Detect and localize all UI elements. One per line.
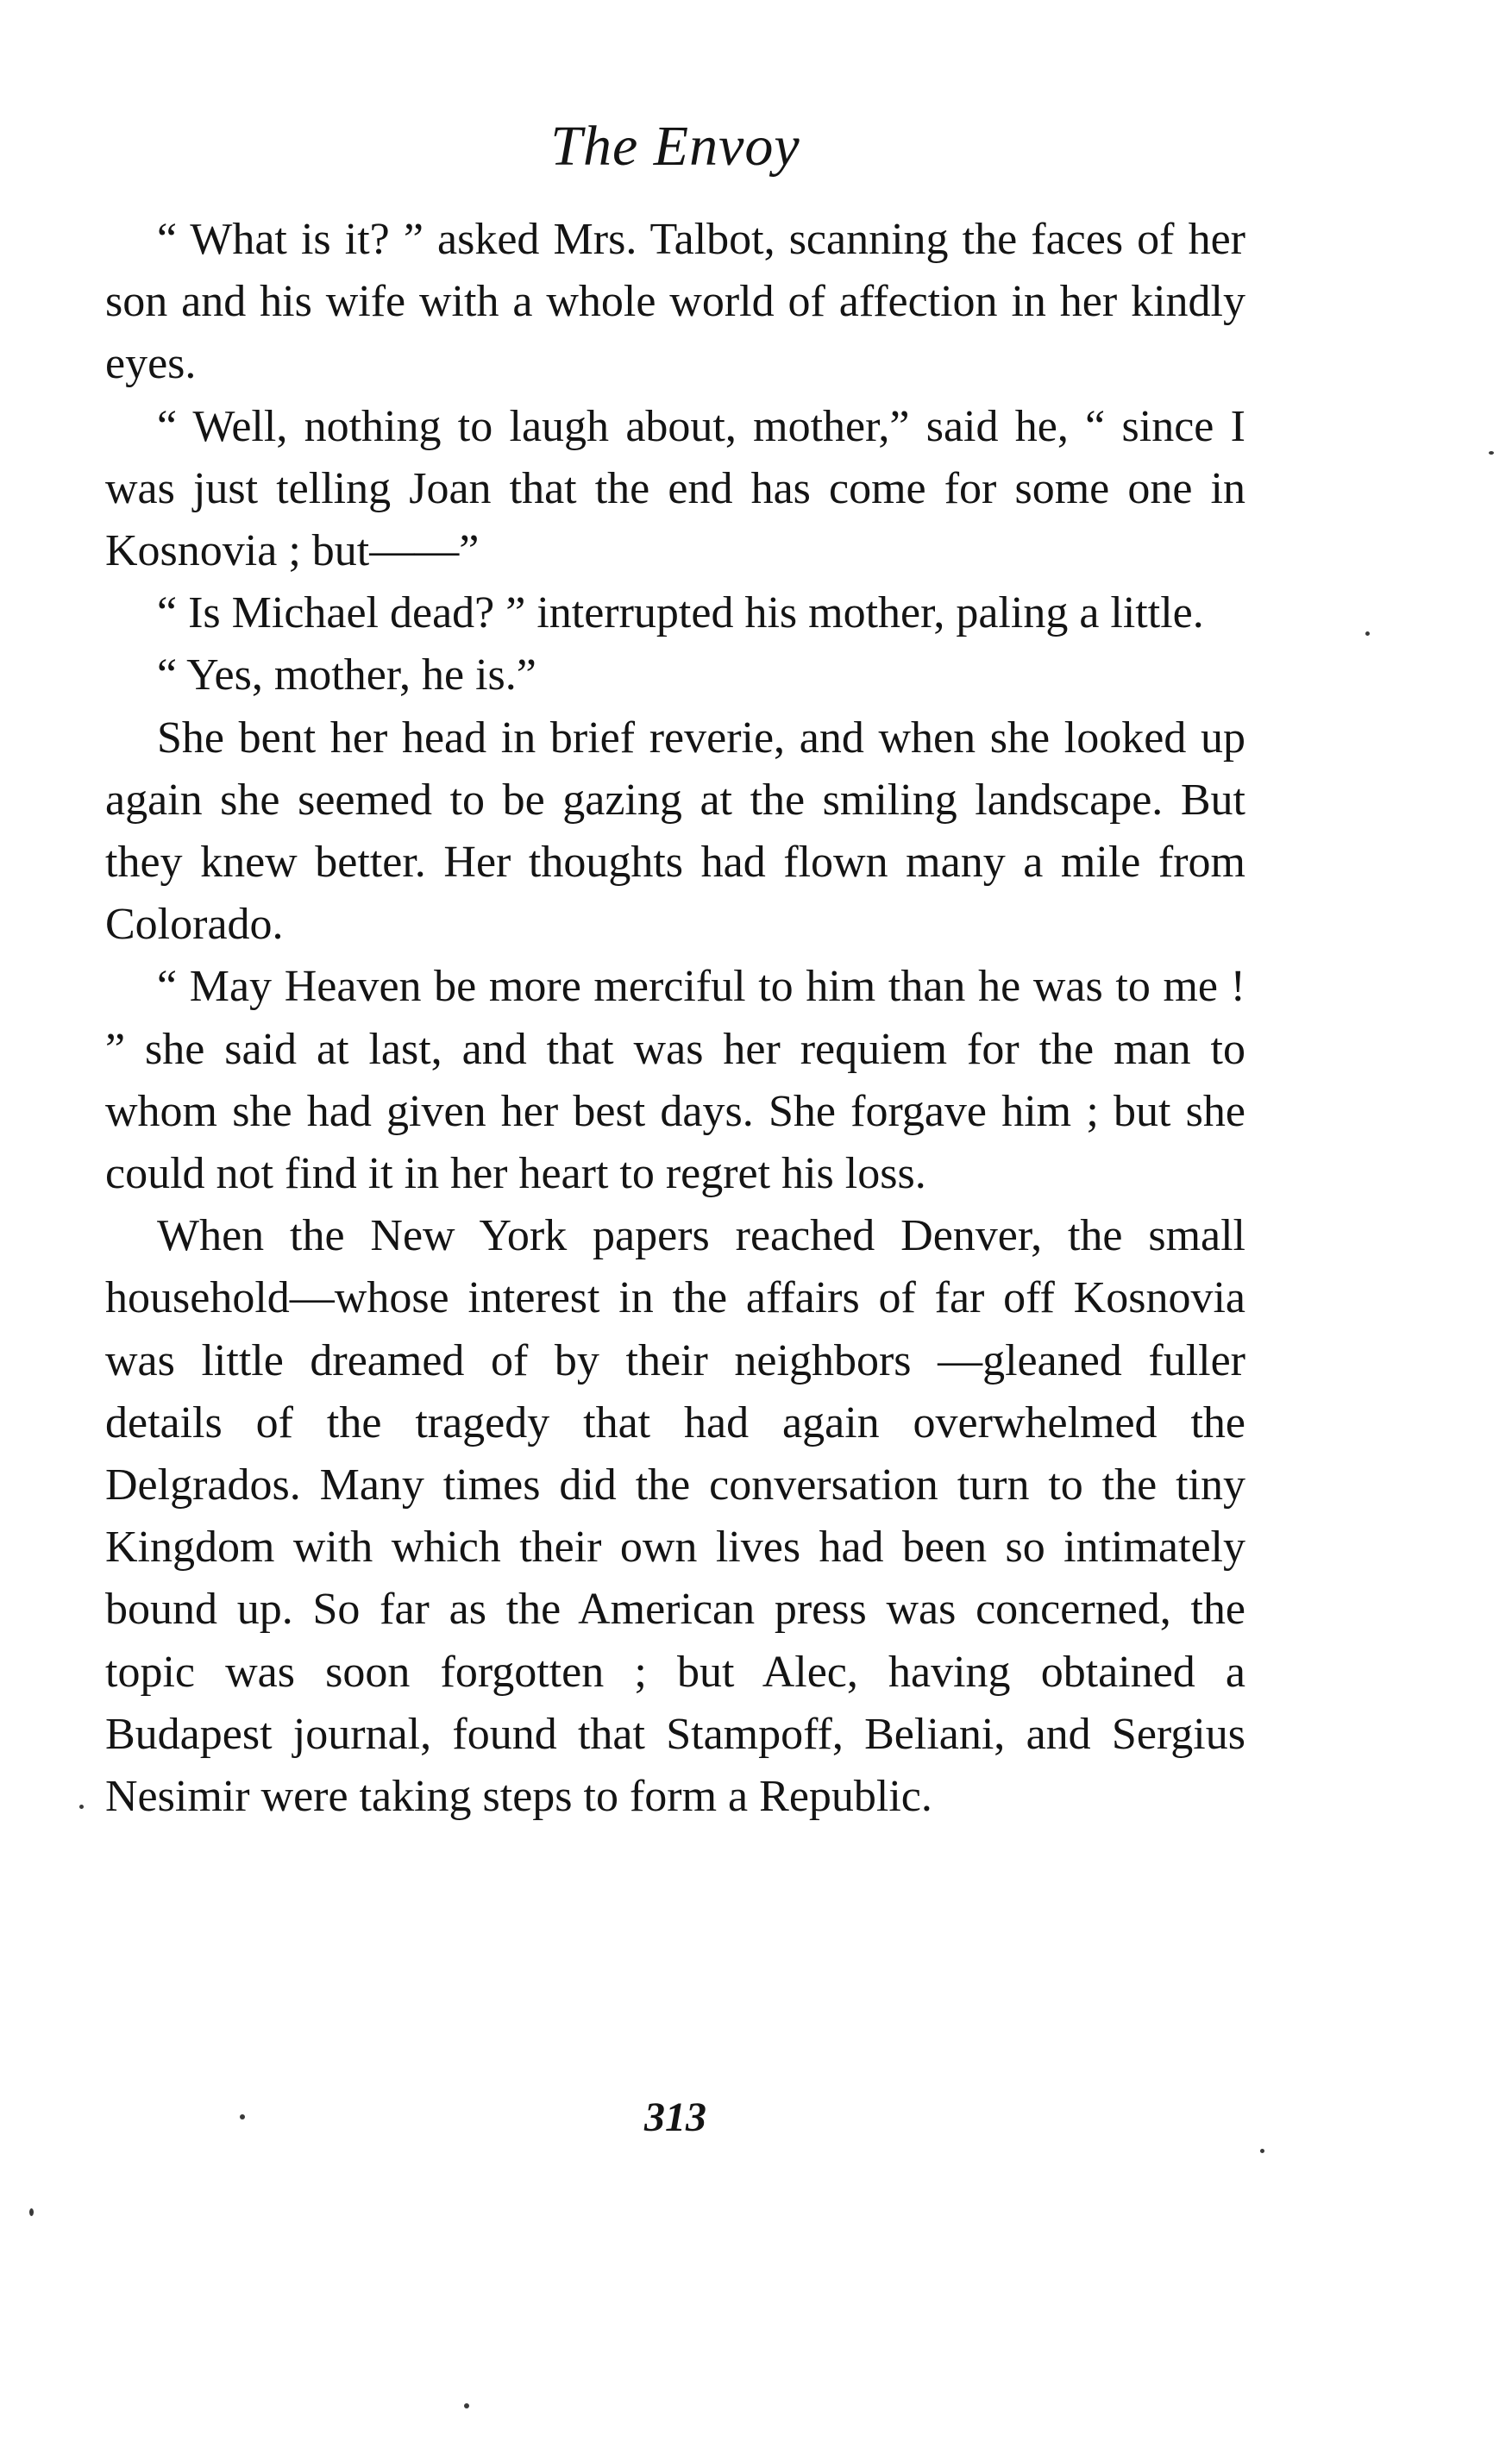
scan-speck — [1365, 631, 1370, 636]
paragraph: “ Yes, mother, he is.” — [157, 650, 536, 700]
scan-speck — [29, 2208, 34, 2216]
body-text — [105, 209, 1245, 1828]
paragraph: “ May Heaven be more merciful to him than he was to me ! ” she said at last, and that was her requiem for the man to whom she had given her best days. She forgave him ; but she could not find it in her heart to regret his loss. — [105, 962, 1245, 1199]
paragraph: “ Is Michael dead? ” interrupted his mother, paling a little. — [157, 588, 1204, 638]
paragraph: “ Well, nothing to laugh about, mother,” said he, “ since I was just telling Joan that the end has come for some one in Kosnovia ; but——” — [105, 401, 1245, 576]
paragraph: She bent her head in brief reverie, and when she looked up again she seemed to be gazing at the smiling landscape. But they knew better. Her thoughts had flown many a mile from Colorado. — [105, 713, 1245, 950]
scan-speck — [240, 2114, 245, 2119]
scan-speck — [79, 1805, 84, 1809]
page-number: 313 — [644, 2094, 706, 2140]
scan-speck — [464, 2403, 469, 2408]
paragraph: “ What is it? ” asked Mrs. Talbot, scanning the faces of her son and his wife with a whole world of affection in her kindly eyes. — [105, 215, 1245, 389]
paragraph: When the New York papers reached Denver, the small household—whose interest in the affairs of far off Kosnovia was little dreamed of by their neighbors —gleaned fuller details of the tragedy that had again overwhelmed the Delgrados. Many times did the conversation turn to the tiny Kingdom with which their own lives had been so intimately bound up. So far as the American press was concerned, the topic was soon forgotten ; but Alec, having obtained a Budapest journal, found that Stampoff, Beliani, and Sergius Nesimir were taking steps to form a Republic. — [105, 1211, 1245, 1822]
running-head: The Envoy — [550, 115, 800, 178]
book-page — [105, 0, 1245, 2449]
scan-speck — [1260, 2149, 1264, 2153]
scan-speck — [1489, 451, 1494, 455]
